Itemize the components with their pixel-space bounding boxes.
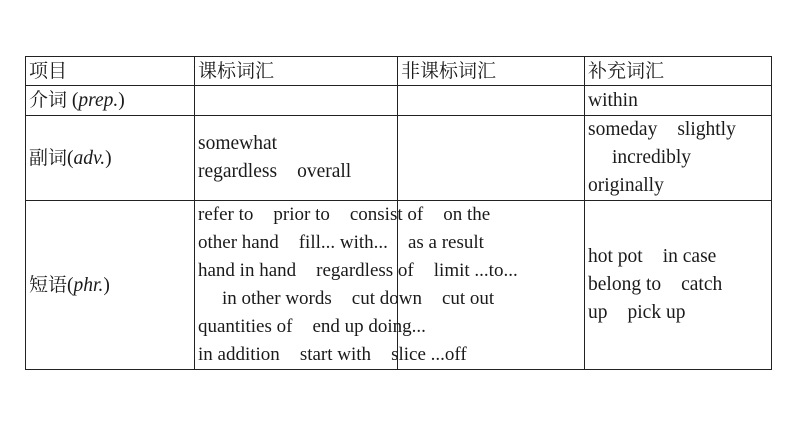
vocab-term: on the	[443, 204, 491, 225]
category-abbr-close: )	[105, 147, 112, 169]
vocab-term: fill... with...	[298, 232, 388, 253]
vocab-term: hot pot	[588, 246, 643, 267]
vocab-line	[198, 201, 491, 229]
vocab-line	[198, 130, 394, 158]
supplementary-cell-preposition	[585, 86, 772, 116]
vocab-line	[588, 271, 768, 299]
vocab-term: limit ...to...	[433, 260, 518, 281]
vocab-term: start with	[299, 344, 372, 365]
vocab-line	[588, 144, 768, 172]
vocab-term: end up doing...	[312, 316, 426, 337]
vocab-term: consist of	[349, 204, 424, 225]
vocab-term: prior to	[273, 204, 330, 225]
category-abbr-close: )	[118, 90, 125, 111]
vocab-line	[588, 87, 768, 115]
category-abbr-open: (	[67, 90, 79, 111]
vocab-term: regardless of	[316, 260, 414, 281]
category-zh: 介词	[29, 89, 68, 111]
curriculum-cell-phrase	[195, 201, 518, 370]
vocab-term: cut down	[351, 288, 422, 309]
category-abbr-open: (	[67, 274, 74, 296]
vocab-term: catch	[681, 274, 723, 295]
vocab-term: belong to	[588, 274, 662, 295]
vocab-term: somewhat	[198, 133, 278, 154]
supplementary-cell-adverb	[585, 116, 772, 201]
vocab-term: originally	[588, 175, 664, 196]
category-cell-phrase	[26, 201, 195, 370]
vocab-line	[198, 285, 495, 313]
supplementary-cell-phrase	[585, 201, 772, 370]
vocab-term: in other words	[222, 288, 332, 309]
vocab-term: up	[588, 302, 608, 323]
category-abbr: prep.	[78, 90, 119, 111]
non-curriculum-cell-adverb	[398, 116, 585, 201]
category-abbr: phr.	[73, 274, 104, 296]
vocab-line	[588, 299, 768, 327]
vocab-term: in case	[662, 246, 717, 267]
vocab-line	[588, 243, 768, 271]
vocab-line	[588, 172, 768, 200]
vocab-term: overall	[297, 161, 352, 182]
table-header-row	[26, 57, 772, 86]
category-cell-preposition	[26, 86, 195, 116]
vocab-line	[198, 158, 394, 186]
table-row-preposition	[26, 86, 772, 116]
vocab-term: refer to	[198, 204, 254, 225]
vocab-term: quantities of	[198, 316, 293, 337]
header-curriculum-vocab: 课标词汇	[195, 57, 398, 86]
table-row-adverb	[26, 116, 772, 201]
vocab-term: within	[588, 89, 638, 111]
vocab-term: someday	[588, 119, 658, 140]
category-zh: 副词	[29, 146, 68, 169]
vocab-term: hand in hand	[198, 260, 297, 281]
category-cell-adverb	[26, 116, 195, 201]
vocab-term: as a result	[407, 232, 484, 253]
vocab-term: pick up	[627, 302, 686, 323]
header-category: 项目	[26, 57, 195, 86]
vocab-line	[198, 257, 518, 285]
category-abbr: adv.	[73, 147, 106, 169]
vocab-line	[588, 116, 768, 144]
vocab-term: in addition	[198, 344, 280, 365]
vocab-term: slice ...off	[391, 344, 467, 365]
vocab-term: cut out	[441, 288, 495, 309]
category-abbr-close: )	[103, 274, 110, 296]
category-zh: 短语	[29, 273, 68, 296]
non-curriculum-cell-preposition	[398, 86, 585, 116]
vocab-line	[198, 341, 467, 369]
header-supplementary-vocab: 补充词汇	[585, 57, 772, 86]
vocab-term: slightly	[677, 119, 736, 140]
category-abbr-open: (	[67, 147, 74, 169]
header-non-curriculum-vocab: 非课标词汇	[398, 57, 585, 86]
vocab-term: incredibly	[612, 147, 692, 168]
vocabulary-table	[25, 56, 772, 370]
table-row-phrase	[26, 201, 772, 370]
vocab-line	[198, 313, 426, 341]
vocab-line	[198, 229, 484, 257]
curriculum-cell-preposition	[195, 86, 398, 116]
vocab-term: other hand	[198, 232, 279, 253]
vocab-term: regardless	[198, 161, 278, 182]
curriculum-cell-adverb	[195, 116, 398, 201]
